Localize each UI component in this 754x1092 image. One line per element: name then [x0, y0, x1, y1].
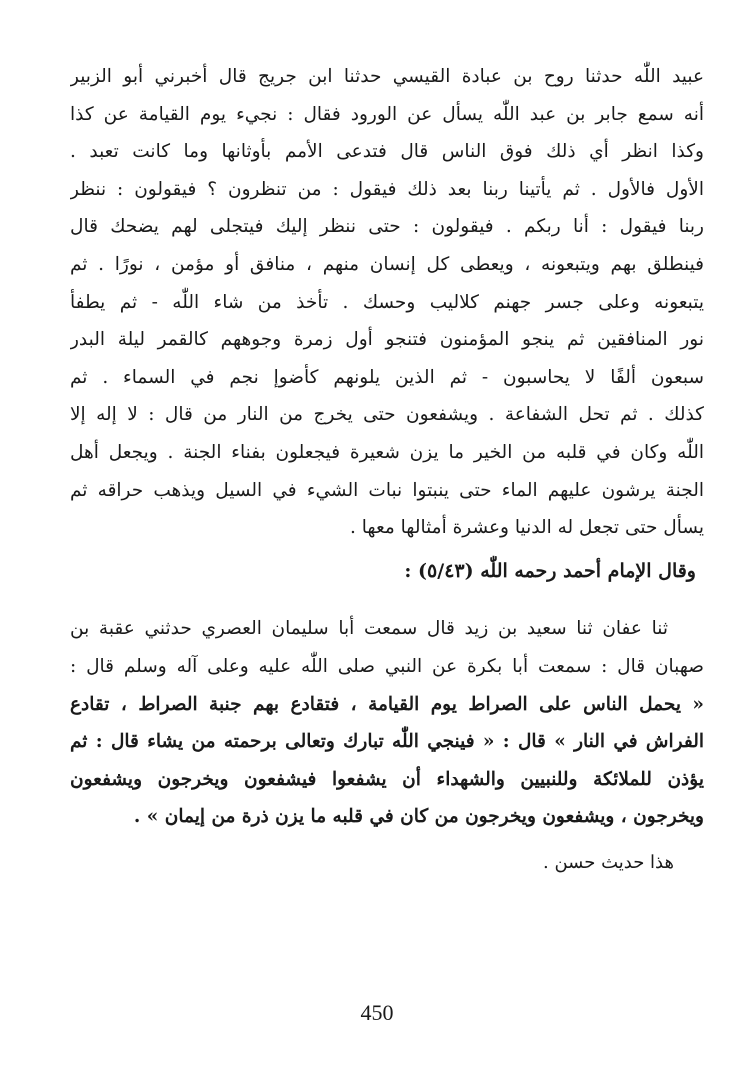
text-line: اللّٰه وكان في قلبه من الخير ما يزن شعيرة فيجعلون بفناء الجنة . ويجعل أهل — [70, 441, 704, 463]
text-line: الأول فالأول . ثم يأتينا ربنا بعد ذلك فيقول : من تنظرون ؟ فيقولون : ننظر — [70, 178, 704, 200]
text-line: صهبان قال : سمعت أبا بكرة عن النبي صلى اللّٰه عليه وعلى آله وسلم قال : — [70, 655, 704, 677]
text-line: وكذا انظر أي ذلك فوق الناس قال فتدعى الأمم بأوثانها وما كانت تعبد . — [70, 141, 704, 163]
paragraph-1 — [70, 58, 704, 547]
page-body — [70, 58, 704, 881]
text-line: فينطلق بهم ويتبعونه ، ويعطى كل إنسان منهم ، منافق أو مؤمن ، نورًا . ثم — [70, 253, 704, 275]
closing-note: هذا حديث حسن . — [543, 851, 674, 873]
paragraph-2 — [70, 610, 704, 836]
text-line: عبيد اللّٰه حدثنا روح بن عبادة القيسي حدثنا ابن جريج قال أخبرني أبو الزبير — [70, 66, 704, 87]
page-number: 450 — [360, 1000, 394, 1025]
text-line: ربنا فيقول : أنا ربكم . فيقولون : حتى ننظر إليك فيتجلى لهم يضحك قال — [70, 216, 704, 238]
hadith-text-line: ويخرجون ، ويشفعون ويخرجون من كان في قلبه ما يزن ذرة من إيمان » . — [133, 806, 704, 828]
hadith-text-line: يؤذن للملائكة وللنبيين والشهداء أن يشفعوا فيشفعون ويخرجون ويشفعون — [70, 768, 704, 790]
text-line: الجنة يرشون عليهم الماء حتى ينبتوا نبات الشيء في السيل ويذهب حراقه ثم — [70, 479, 704, 501]
text-line: ثنا عفان ثنا سعيد بن زيد قال سمعت أبا سليمان العصري حدثني عقبة بن — [70, 618, 668, 640]
section-heading: وقال الإمام أحمد رحمه اللّٰه (٥/٤٣) : — [404, 559, 696, 582]
text-line: سبعون ألفًا لا يحاسبون - ثم الذين يلونهم كأضوإ نجم في السماء . ثم — [70, 366, 704, 388]
text-line: نور المنافقين ثم ينجو المؤمنون فتنجو أول زمرة وجوههم كالقمر ليلة البدر — [70, 329, 704, 351]
text-line: يسأل حتى تجعل له الدنيا وعشرة أمثالها معها . — [350, 517, 704, 539]
text-line: كذلك . ثم تحل الشفاعة . ويشفعون حتى يخرج من النار من قال : لا إله إلا — [70, 404, 704, 426]
text-line: أنه سمع جابر بن عبد اللّٰه يسأل عن الورود فقال : نجيء يوم القيامة عن كذا — [70, 103, 704, 125]
text-line: يتبعونه وعلى جسر جهنم كلاليب وحسك . تأخذ من شاء اللّٰه - ثم يطفأ — [70, 291, 704, 313]
hadith-text-line: الفراش في النار » قال : « فينجي اللّٰه تبارك وتعالى برحمته من يشاء قال : ثم — [70, 731, 704, 753]
hadith-text-line: « يحمل الناس على الصراط يوم القيامة ، فتقادع بهم جنبة الصراط ، تقادع — [70, 693, 704, 715]
